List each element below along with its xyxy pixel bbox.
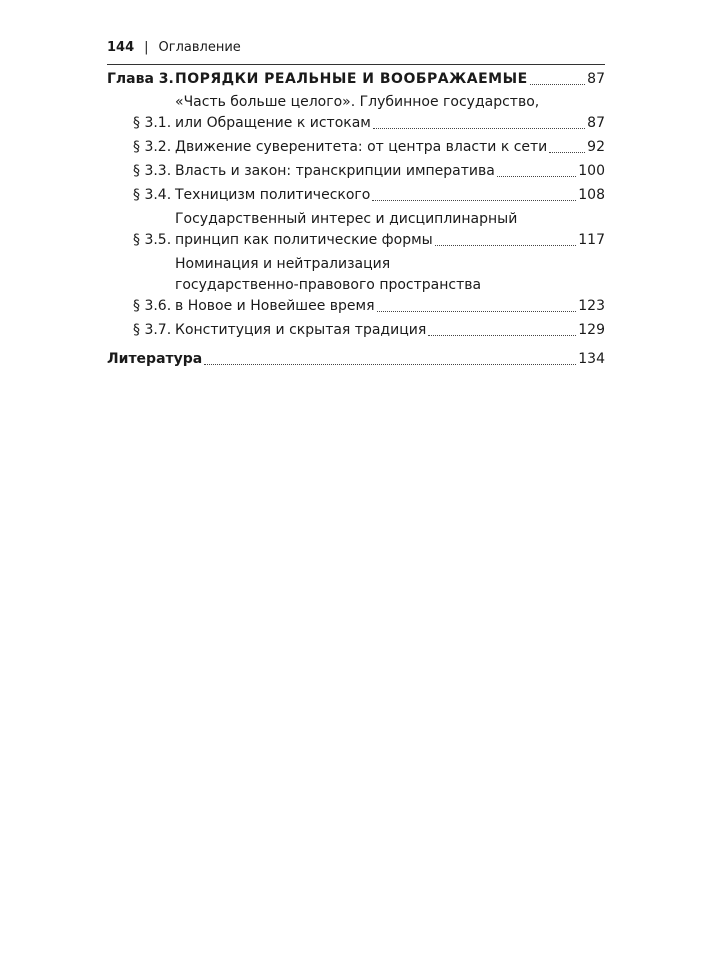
running-header: [107, 40, 605, 65]
section-page-number: 117: [578, 232, 605, 248]
chapter-title: ПОРЯДКИ РЕАЛЬНЫЕ И ВООБРАЖАЕМЫЕ: [175, 71, 528, 87]
chapter-page-number: 87: [587, 71, 605, 87]
section-number: § 3.7.: [133, 322, 172, 338]
section-page-number: 100: [578, 163, 605, 179]
section-title-line: Государственный интерес и дисциплинарный: [175, 211, 518, 227]
section-number: § 3.2.: [133, 139, 172, 155]
section-page-number: 87: [587, 115, 605, 131]
section-title-line: Конституция и скрытая традиция: [175, 322, 427, 338]
section-title-line: Номинация и нейтрализация: [175, 256, 391, 272]
dot-leader: [377, 311, 577, 312]
section-title-line: в Новое и Новейшее время: [175, 298, 375, 314]
section-number: § 3.4.: [133, 187, 172, 203]
toc-literature-entry[interactable]: [107, 349, 605, 370]
page-number: 144: [107, 40, 135, 55]
toc-section-entry[interactable]: [107, 137, 605, 158]
section-title-line: Власть и закон: транскрипции императива: [175, 163, 495, 179]
toc-section-entry[interactable]: [107, 209, 605, 251]
section-title-line: «Часть больше целого». Глубинное государство,: [175, 94, 540, 110]
section-number: § 3.1.: [133, 115, 172, 131]
section-page-number: 108: [578, 187, 605, 203]
header-title: Оглавление: [158, 40, 241, 55]
dot-leader: [530, 84, 586, 85]
literature-title: Литература: [107, 351, 203, 367]
section-title-line: принцип как политические формы: [175, 232, 433, 248]
section-number: § 3.5.: [133, 232, 172, 248]
section-page-number: 92: [587, 139, 605, 155]
section-page-number: 129: [578, 322, 605, 338]
section-number: § 3.3.: [133, 163, 172, 179]
toc-section-entry[interactable]: [107, 92, 605, 134]
dot-leader: [549, 152, 585, 153]
toc-chapter-entry[interactable]: [107, 69, 605, 90]
section-title-line: Движение суверенитета: от центра власти к сети: [175, 139, 548, 155]
section-number: § 3.6.: [133, 298, 172, 314]
chapter-label: Глава 3.: [107, 71, 174, 87]
dot-leader: [435, 245, 577, 246]
dot-leader: [372, 200, 576, 201]
dot-leader: [204, 364, 576, 365]
section-page-number: 123: [578, 298, 605, 314]
toc-section-entry[interactable]: [107, 161, 605, 182]
dot-leader: [428, 335, 576, 336]
toc-section-entry[interactable]: [107, 320, 605, 341]
section-title-line: государственно-правового пространства: [175, 277, 482, 293]
toc-section-entry[interactable]: [107, 254, 605, 317]
section-list: [107, 92, 605, 341]
header-separator: |: [144, 40, 149, 55]
section-title-line: или Обращение к истокам: [175, 115, 371, 131]
section-title-line: Техницизм политического: [175, 187, 371, 203]
toc-section-entry[interactable]: [107, 185, 605, 206]
dot-leader: [497, 176, 576, 177]
table-of-contents: [107, 69, 605, 370]
literature-page-number: 134: [578, 351, 605, 367]
dot-leader: [373, 128, 585, 129]
toc-page: [107, 40, 605, 370]
